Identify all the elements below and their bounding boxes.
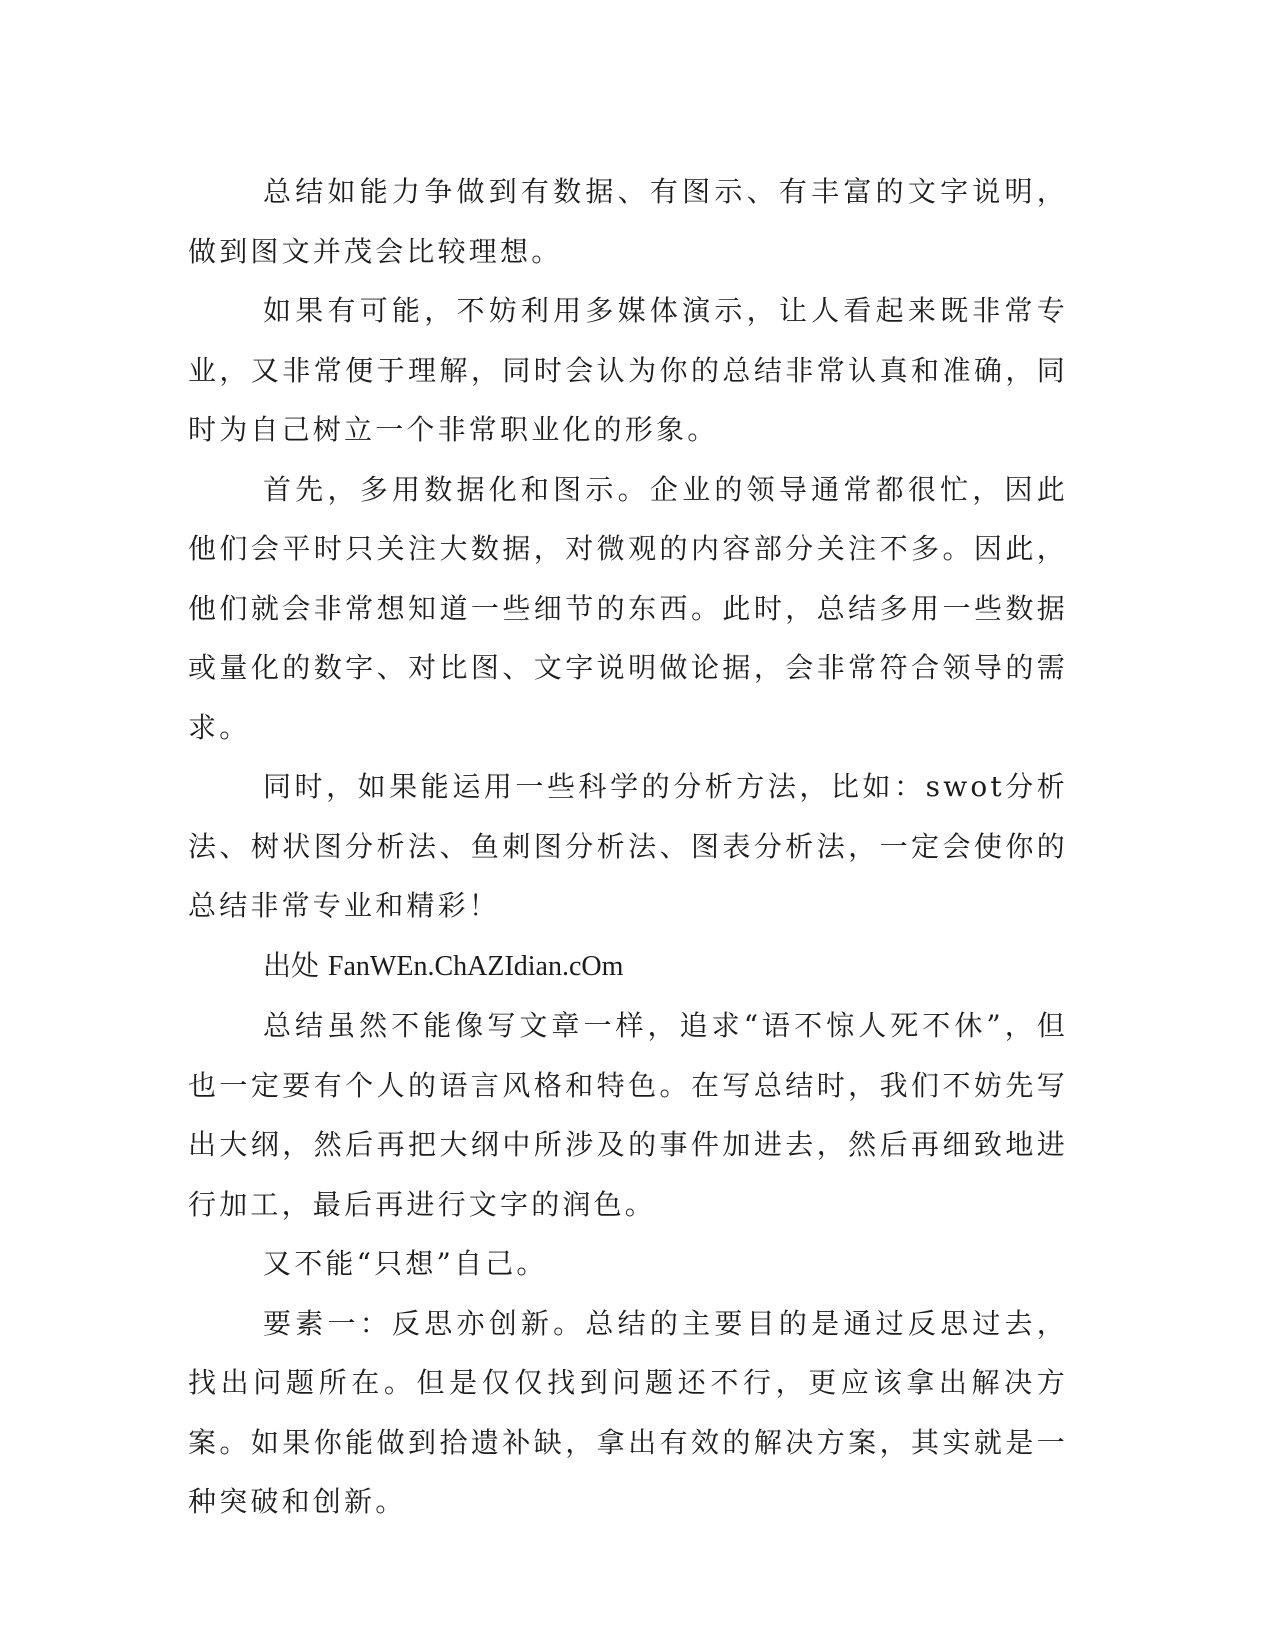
paragraph-5: 总结虽然不能像写文章一样，追求“语不惊人死不休”，但也一定要有个人的语言风格和特色。在写总结时，我们不妨先写出大纲，然后再把大纲中所涉及的事件加进去，然后再细致地进行加工，最后再进行文字的润色。	[188, 1009, 1068, 1221]
source-url: FanWEn.ChAZIdian.cOm	[327, 950, 624, 982]
paragraph-7: 要素一：反思亦创新。总结的主要目的是通过反思过去，找出问题所在。但是仅仅找到问题还不行，更应该拿出解决方案。如果你能做到拾遗补缺，拿出有效的解决方案，其实就是一种突破和创新。	[188, 1306, 1068, 1518]
source-label: 出处	[263, 948, 320, 982]
source-line	[188, 936, 1068, 997]
paragraph-2: 如果有可能，不妨利用多媒体演示，让人看起来既非常专业，又非常便于理解，同时会认为你的总结非常认真和准确，同时为自己树立一个非常职业化的形象。	[188, 294, 1068, 446]
paragraph-1: 总结如能力争做到有数据、有图示、有丰富的文字说明，做到图文并茂会比较理想。	[188, 175, 1068, 268]
paragraph-4: 同时，如果能运用一些科学的分析方法，比如：swot分析法、树状图分析法、鱼刺图分析法、图表分析法，一定会使你的总结非常专业和精彩！	[188, 770, 1068, 922]
paragraph-6: 又不能“只想”自己。	[263, 1247, 548, 1280]
document-body	[188, 162, 1068, 1532]
paragraph-3: 首先，多用数据化和图示。企业的领导通常都很忙，因此他们会平时只关注大数据，对微观的内容部分关注不多。因此，他们就会非常想知道一些细节的东西。此时，总结多用一些数据或量化的数字、对比图、文字说明做论据，会非常符合领导的需求。	[188, 472, 1068, 744]
